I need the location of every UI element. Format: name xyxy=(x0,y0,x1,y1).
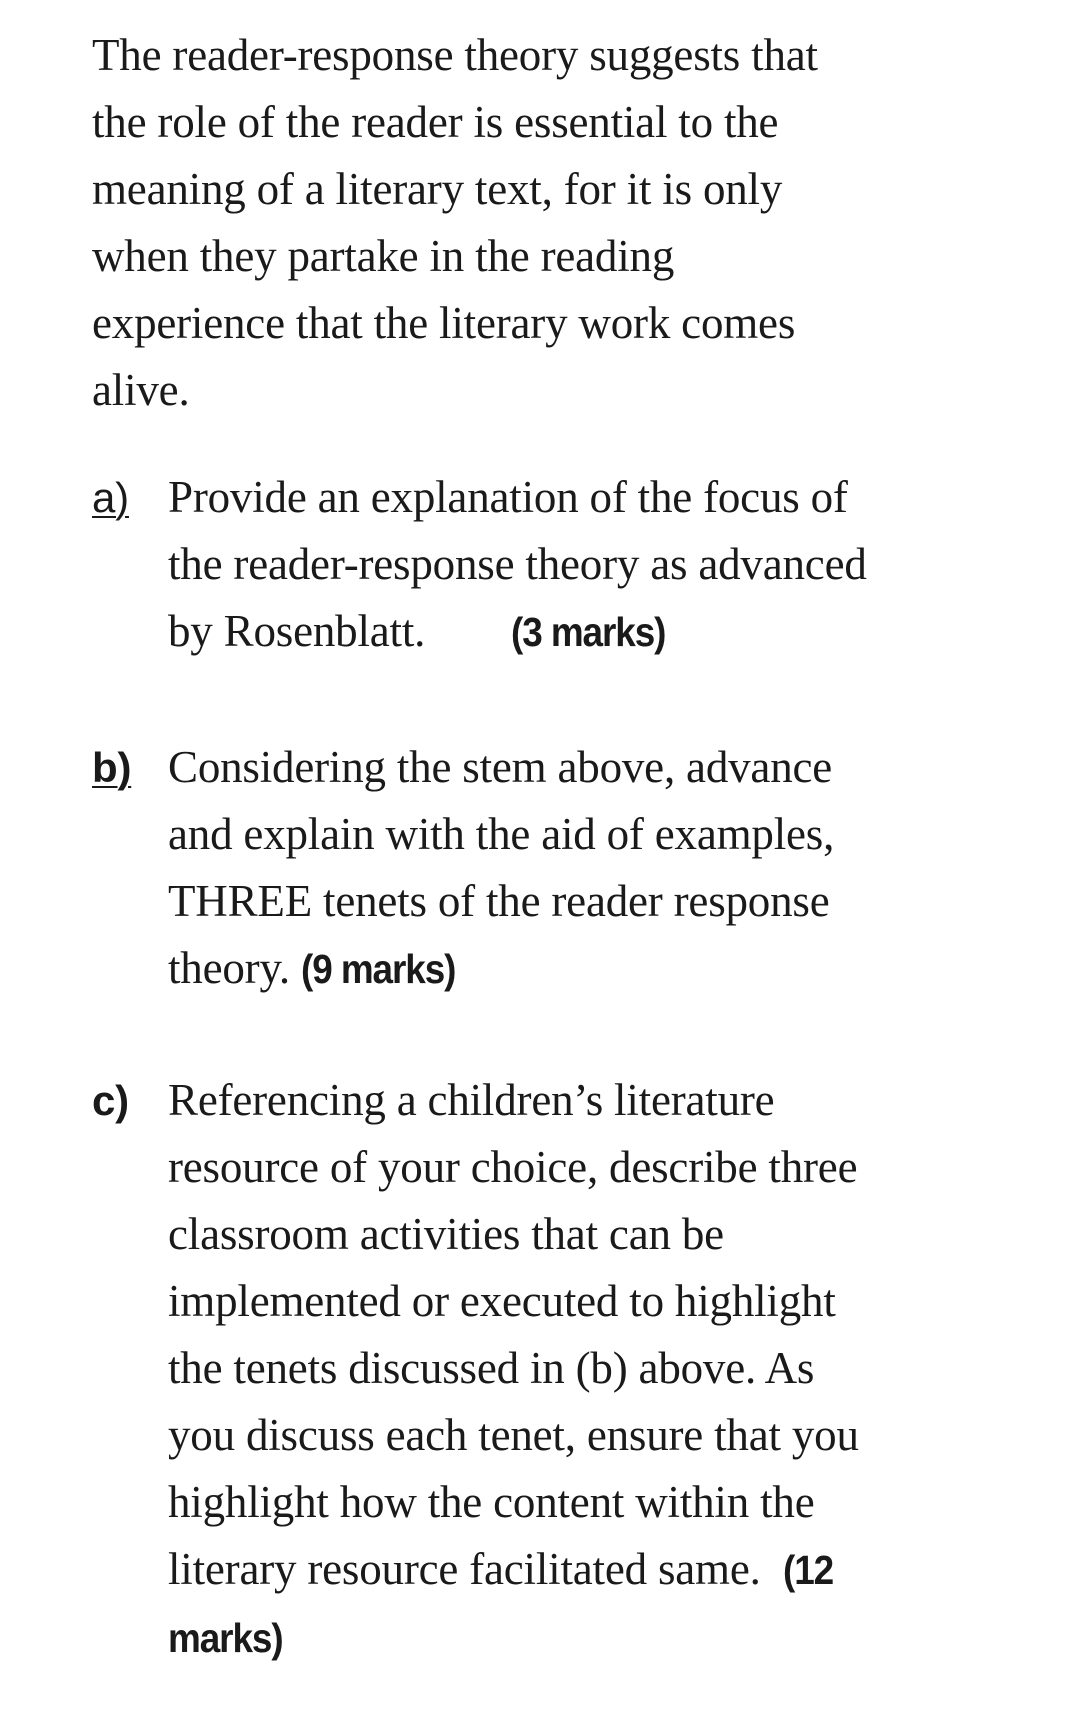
question-line: highlight how the content within the xyxy=(168,1477,815,1527)
question-line xyxy=(168,1536,1048,1604)
question-line: the reader-response theory as advanced xyxy=(168,539,867,589)
question-line: Considering the stem above, advance xyxy=(168,742,833,792)
question-c-label: c) xyxy=(92,1077,129,1124)
stem-line: meaning of a literary text, for it is only xyxy=(92,164,783,214)
question-line: THREE tenets of the reader response xyxy=(168,876,830,926)
question-line-text: theory. xyxy=(168,943,290,993)
stem-line: when they partake in the reading xyxy=(92,231,675,281)
question-a-label: a) xyxy=(92,474,129,521)
question-line-text: by Rosenblatt. xyxy=(168,606,426,656)
question-line-text: literary resource facilitated same. xyxy=(168,1544,761,1594)
marks-label: (9 marks) xyxy=(300,946,456,992)
question-line: resource of your choice, describe three xyxy=(168,1142,858,1192)
question-line: Provide an explanation of the focus of xyxy=(168,472,848,522)
marks-label: (12 xyxy=(782,1547,833,1593)
question-c-text xyxy=(168,1067,1048,1672)
question-stem xyxy=(92,22,992,424)
question-line xyxy=(168,935,1048,1003)
question-line xyxy=(168,1604,1048,1672)
stem-line: experience that the literary work comes xyxy=(92,298,796,348)
question-line: Referencing a children’s literature xyxy=(168,1075,775,1125)
question-a-text xyxy=(168,464,1048,666)
marks-label: (3 marks) xyxy=(511,609,666,655)
question-b-label: b) xyxy=(92,744,132,791)
stem-line: The reader-response theory suggests that xyxy=(92,30,818,80)
question-line: classroom activities that can be xyxy=(168,1209,724,1259)
stem-line: the role of the reader is essential to the xyxy=(92,97,779,147)
question-line xyxy=(168,598,1048,666)
question-line: you discuss each tenet, ensure that you xyxy=(168,1410,859,1460)
question-line: implemented or executed to highlight xyxy=(168,1276,836,1326)
question-line: the tenets discussed in (b) above. As xyxy=(168,1343,815,1393)
stem-line: alive. xyxy=(92,365,190,415)
question-line: and explain with the aid of examples, xyxy=(168,809,835,859)
question-b-text xyxy=(168,734,1048,1003)
marks-label: marks) xyxy=(168,1615,283,1661)
